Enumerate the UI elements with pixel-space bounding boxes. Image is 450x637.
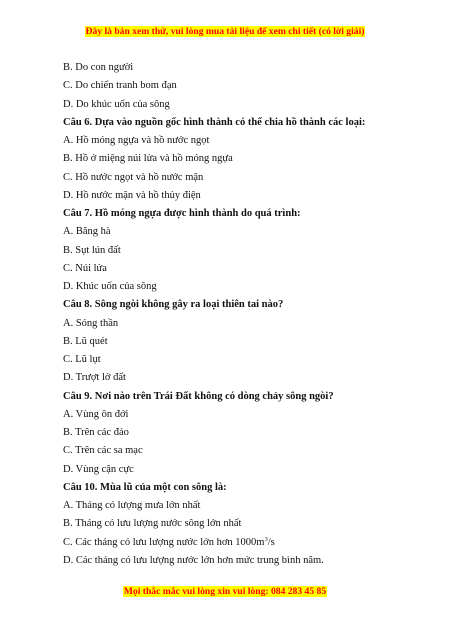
answer-option — [63, 278, 423, 296]
preview-notice-text: Đây là bản xem thử, vui lòng mua tài liệu để xem chi tiết (có lời giải) — [85, 26, 365, 37]
option-text: C. Lũ lụt — [63, 354, 101, 365]
question-text: Câu 10. Mùa lũ của một con sông là: — [63, 481, 227, 493]
option-text: A. Tháng có lượng mưa lớn nhất — [63, 500, 201, 511]
answer-option — [63, 260, 423, 278]
option-text: B. Lũ quét — [63, 335, 108, 347]
answer-option — [63, 242, 423, 260]
option-text: B. Tháng có lưu lượng nước sông lớn nhất — [63, 518, 242, 530]
answer-option — [63, 552, 423, 570]
option-text: D. Khúc uốn của sông — [63, 281, 157, 292]
option-text: D. Các tháng có lưu lượng nước lớn hơn mức trung bình năm. — [63, 554, 324, 566]
answer-option — [63, 424, 423, 442]
question-heading — [63, 388, 423, 406]
document-body — [63, 59, 423, 570]
answer-option — [63, 351, 423, 369]
option-text: B. Sụt lún đất — [63, 244, 121, 256]
answer-option — [63, 534, 423, 552]
answer-option — [63, 497, 423, 515]
option-text: B. Trên các đảo — [63, 427, 129, 438]
option-text: C. Hồ nước ngọt và hồ nước mặn — [63, 171, 204, 183]
question-heading — [63, 479, 423, 497]
option-text: A. Hồ móng ngựa và hồ nước ngọt — [63, 135, 210, 146]
answer-option — [63, 132, 423, 150]
contact-notice-banner — [0, 586, 450, 597]
option-text: C. Các tháng có lưu lượng nước lớn hơn 1000m — [63, 536, 265, 548]
option-text: D. Trượt lở đất — [63, 372, 126, 384]
question-text: Câu 8. Sông ngòi không gây ra loại thiên tai nào? — [63, 299, 284, 311]
answer-option — [63, 169, 423, 187]
answer-option — [63, 315, 423, 333]
question-heading — [63, 114, 423, 132]
contact-notice-text: Mọi thắc mắc vui lòng xin vui lòng: 084 283 45 85 — [123, 586, 327, 597]
option-text: B. Hồ ở miệng núi lửa và hồ móng ngựa — [63, 153, 233, 165]
option-text: A. Sóng thần — [63, 317, 119, 329]
option-text: A. Vùng ôn đới — [63, 408, 129, 420]
question-text: Câu 6. Dựa vào nguồn gốc hình thành có thể chia hồ thành các loại: — [63, 116, 366, 128]
question-text: Câu 7. Hồ móng ngựa được hình thành do quá trình: — [63, 208, 301, 219]
answer-option — [63, 442, 423, 460]
option-text: B. Do con người — [63, 62, 134, 73]
option-text-suffix: /s — [267, 536, 275, 548]
answer-option — [63, 369, 423, 387]
option-text: D. Vùng cận cực — [63, 463, 134, 475]
answer-option — [63, 77, 423, 95]
answer-option — [63, 406, 423, 424]
option-text: A. Băng hà — [63, 226, 111, 238]
answer-option — [63, 333, 423, 351]
option-text: D. Hồ nước mặn và hồ thủy điện — [63, 189, 201, 201]
answer-option — [63, 59, 423, 77]
question-heading — [63, 205, 423, 223]
answer-option — [63, 150, 423, 168]
question-heading — [63, 296, 423, 314]
superscript: 3 — [264, 535, 268, 543]
answer-option — [63, 223, 423, 241]
answer-option — [63, 461, 423, 479]
question-text: Câu 9. Nơi nào trên Trái Đất không có dòng chảy sông ngòi? — [63, 390, 334, 402]
option-text: D. Do khúc uốn của sông — [63, 98, 170, 110]
answer-option — [63, 187, 423, 205]
preview-notice-banner — [0, 26, 450, 37]
option-text: C. Núi lửa — [63, 262, 107, 274]
option-text: C. Do chiến tranh bom đạn — [63, 80, 177, 92]
answer-option — [63, 96, 423, 114]
option-text: C. Trên các sa mạc — [63, 445, 143, 457]
answer-option — [63, 515, 423, 533]
